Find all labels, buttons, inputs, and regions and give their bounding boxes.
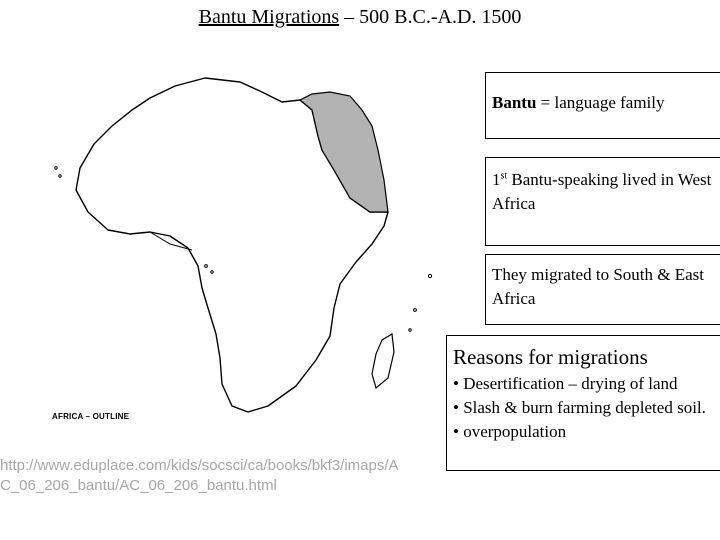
island	[414, 309, 417, 312]
migration-text: They migrated to South & East Africa	[492, 265, 704, 308]
title-dates: – 500 B.C.-A.D. 1500	[339, 6, 522, 28]
list-item: • Desertification – drying of land	[453, 372, 720, 396]
island	[59, 175, 61, 177]
island	[409, 329, 411, 331]
list-item: • overpopulation	[453, 420, 720, 444]
title-main: Bantu Migrations	[198, 6, 340, 28]
definition-box	[485, 72, 720, 139]
reasons-list	[453, 372, 720, 444]
migration-box	[485, 254, 720, 325]
map-caption: AFRICA – OUTLINE	[52, 412, 130, 421]
origin-ordinal: st	[500, 170, 508, 182]
origin-text: Bantu-speaking lived in West Africa	[492, 170, 712, 213]
definition-text: = language family	[536, 93, 665, 112]
madagascar-outline	[372, 334, 394, 388]
africa-outline-map	[0, 40, 440, 460]
island	[55, 167, 57, 169]
slide-title	[0, 6, 720, 29]
list-item: • Slash & burn farming depleted soil.	[453, 396, 720, 420]
source-link[interactable]: http://www.eduplace.com/kids/socsci/ca/books/bkf3/imaps/AC_06_206_bantu/AC_06_206_bantu.html	[0, 457, 399, 494]
origin-box	[485, 157, 720, 246]
island	[428, 274, 431, 277]
reasons-box	[446, 335, 720, 471]
definition-term: Bantu	[492, 93, 537, 112]
reasons-title: Reasons for migrations	[453, 345, 648, 369]
origin-number: 1	[492, 170, 501, 189]
